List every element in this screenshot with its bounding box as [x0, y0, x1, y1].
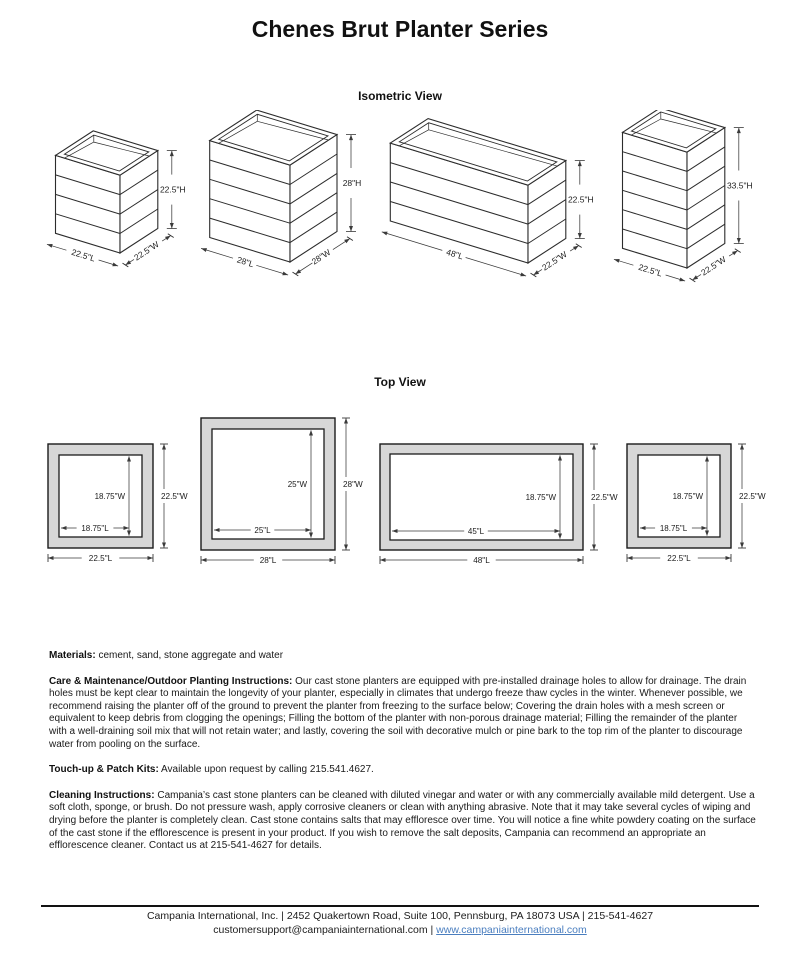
dim-arrowhead — [125, 260, 131, 265]
dim-arrowhead — [201, 248, 207, 252]
outer-width-label: 22.5"W — [739, 492, 766, 501]
dim-arrowhead — [627, 556, 633, 560]
dim-arrowhead — [162, 543, 166, 549]
inner-opening — [212, 429, 324, 539]
touchup-text: Available upon request by calling 215.541.4627. — [158, 764, 374, 776]
outer-length-label: 22.5"L — [667, 554, 691, 563]
footer-address-line: Campania International, Inc. | 2452 Quakertown Road, Suite 100, Pennsburg, PA 18073 USA | 215-541-4627 — [146, 910, 654, 922]
height-dim-label: 28"H — [342, 178, 362, 188]
planter-top-view-2 — [201, 418, 363, 565]
care-label: Care & Maintenance/Outdoor Planting Instructions: — [49, 675, 293, 687]
top-view-diagram — [0, 413, 800, 578]
dim-arrowhead — [592, 444, 596, 450]
dim-arrowhead — [48, 556, 54, 560]
planter-iso-4 — [614, 110, 753, 282]
dim-arrowhead — [344, 545, 348, 551]
dim-arrowhead — [282, 272, 288, 276]
dim-arrowhead — [162, 444, 166, 450]
inner-width-label: 25"W — [287, 480, 307, 489]
height-dim-label: 33.5"H — [726, 180, 753, 191]
dim-arrowhead — [295, 269, 301, 274]
inner-length-label: 25"L — [254, 525, 271, 535]
dim-arrowhead — [201, 558, 207, 562]
touchup-label: Touch-up & Patch Kits: — [49, 764, 159, 776]
width-dim-label: 28"W — [309, 247, 333, 267]
length-dim-label: 48"L — [445, 246, 465, 262]
dim-arrowhead — [740, 444, 744, 450]
planter-top-view-1 — [48, 444, 188, 563]
dim-arrowhead — [148, 556, 154, 560]
planter-iso-2 — [201, 110, 361, 276]
dim-arrowhead — [382, 232, 388, 236]
dim-arrowhead — [349, 226, 353, 232]
dim-arrowhead — [740, 543, 744, 549]
dim-arrowhead — [170, 223, 174, 229]
inner-length-label: 18.75"L — [659, 523, 688, 533]
dim-arrowhead — [47, 244, 53, 248]
footer-separator: | — [427, 923, 437, 936]
dim-arrowhead — [578, 161, 582, 167]
dim-arrowhead — [614, 259, 620, 263]
planter-top-view-4 — [627, 444, 766, 563]
materials-label: Materials: — [49, 650, 96, 661]
planter-top-view-3 — [380, 444, 618, 565]
cleaning-paragraph — [49, 790, 757, 853]
dim-arrowhead — [533, 270, 539, 275]
outer-width-label: 28"W — [343, 480, 363, 489]
isometric-view-heading: Isometric View — [358, 89, 442, 103]
outer-width-label: 22.5"W — [161, 492, 188, 501]
planter-iso-3 — [382, 119, 594, 277]
dim-arrowhead — [344, 418, 348, 424]
footer-website-link[interactable]: www.campaniainternational.com — [436, 923, 587, 936]
dim-arrowhead — [726, 556, 732, 560]
materials-paragraph — [49, 650, 757, 663]
dim-arrowhead — [679, 278, 685, 282]
footer-contact-line — [41, 924, 759, 938]
length-dim-label: 22.5"L — [70, 246, 97, 264]
inner-width-label: 18.75"W — [94, 492, 125, 501]
dim-line — [382, 232, 443, 251]
planter-iso-1 — [47, 131, 186, 267]
outer-length-label: 28"L — [259, 556, 277, 565]
top-view-heading: Top View — [374, 375, 426, 389]
width-dim-label: 22.5"W — [699, 254, 728, 278]
height-dim-label: 22.5"H — [159, 184, 186, 195]
dim-arrowhead — [732, 251, 738, 256]
dim-arrowhead — [573, 246, 579, 251]
width-dim-label: 22.5"W — [132, 239, 161, 263]
width-dim-label: 22.5"W — [540, 249, 569, 273]
info-text-block — [49, 650, 757, 866]
dim-arrowhead — [737, 128, 741, 134]
footer-email: customersupport@campaniainternational.com — [213, 923, 428, 936]
cleaning-text: Campania’s cast stone planters can be cleaned with diluted vinegar and water or with any commercially available mild detergent. Use a soft cloth, sponge, or brush. Do not pressure wash, apply corrosive cleaners or clean with anything abrasive. Note that it may take several cycles of wiping and drying before the planter is completely clean. Cast stone contains salts that may effloresce over time. You will notice a fine white powdery coating on the surface of the cast stone if the efflorescence is present in your product. If you wish to remove the salt deposits, Campania can recommend an appropriate an efflorescence cleaner. Contact us at 215-541-4627 for details. — [49, 789, 756, 852]
length-dim-label: 22.5"L — [637, 261, 664, 279]
inner-width-label: 18.75"W — [672, 492, 703, 501]
dim-arrowhead — [112, 263, 118, 267]
inner-width-label: 18.75"W — [525, 493, 556, 502]
dim-arrowhead — [170, 151, 174, 157]
height-dim-label: 22.5"H — [567, 194, 594, 205]
dim-arrowhead — [692, 275, 698, 280]
touchup-paragraph — [49, 764, 757, 777]
outer-width-label: 22.5"W — [591, 493, 618, 502]
dim-arrowhead — [737, 238, 741, 244]
dim-arrowhead — [592, 545, 596, 551]
care-paragraph — [49, 676, 757, 752]
page-title: Chenes Brut Planter Series — [251, 16, 549, 42]
isometric-view-diagram — [0, 110, 800, 305]
care-text: Our cast stone planters are equipped with pre-installed drainage holes to allow for drainage. The drain holes must be kept clear to maintain the longevity of your planter, especially in climates that undergo freeze thaw cycles in the winter. Whenever possible, we recommend raising the planter off of the ground to prevent the planter from freezing to the surface below; Covering the drain holes with a mesh screen or equivalent to keep debris from clogging the openings; Filling the bottom of the planter with non-porous drainage material; Filling the remainder of the planter with a well-draining soil mix that will not retain water; and lastly, covering the soil with decorative mulch or pine bark to the top rim of the planter to discourage water from pooling on the surface. — [49, 675, 747, 750]
cleaning-label: Cleaning Instructions: — [49, 789, 155, 801]
length-dim-label: 28"L — [235, 254, 256, 270]
dim-arrowhead — [344, 239, 350, 244]
outer-length-label: 48"L — [473, 556, 490, 565]
dim-arrowhead — [349, 135, 353, 141]
dim-arrowhead — [578, 558, 584, 562]
dim-arrowhead — [520, 273, 526, 277]
inner-length-label: 18.75"L — [81, 523, 109, 533]
dim-arrowhead — [330, 558, 336, 562]
inner-length-label: 45"L — [467, 526, 485, 536]
dim-line — [466, 258, 526, 277]
dim-arrowhead — [578, 233, 582, 239]
dim-arrowhead — [380, 558, 386, 562]
outer-length-label: 22.5"L — [88, 554, 113, 563]
dim-arrowhead — [165, 236, 171, 241]
page-footer — [41, 905, 759, 937]
materials-text: cement, sand, stone aggregate and water — [95, 650, 284, 661]
